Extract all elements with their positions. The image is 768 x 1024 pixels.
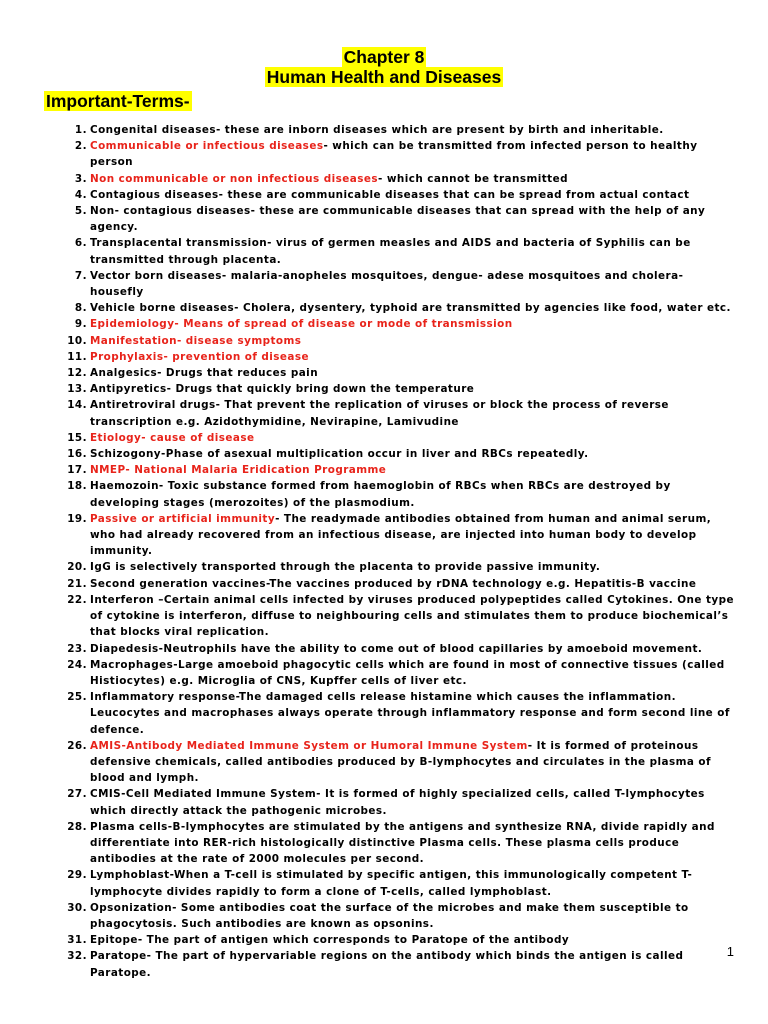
term-text: Epitope- The part of antigen which corresponds to Paratope of the antibody: [90, 934, 570, 947]
term-item: [60, 349, 740, 365]
term-number: 24.: [67, 658, 87, 671]
term-text: Diapedesis-Neutrophils have the ability to come out of blood capillaries by amoeboid movement.: [90, 642, 703, 655]
term-item: [60, 381, 740, 397]
term-number: 32.: [67, 950, 87, 963]
term-number: 17.: [67, 464, 87, 477]
term-number: 5.: [74, 205, 87, 218]
term-number: 2.: [74, 140, 87, 153]
term-number: 31.: [67, 934, 87, 947]
term-text: Analgesics- Drugs that reduces pain: [90, 367, 319, 380]
term-item: [60, 738, 740, 787]
term-number: 27.: [67, 788, 87, 801]
term-text: Macrophages-Large amoeboid phagocytic cells which are found in most of connective tissues (called Histiocytes) e.g. Microglia of CNS, Kupffer cells of liver etc.: [90, 658, 725, 687]
term-highlighted: Passive or artificial immunity: [90, 512, 276, 525]
term-number: 10.: [67, 334, 87, 347]
term-text: Haemozoin- Toxic substance formed from haemoglobin of RBCs when RBCs are destroyed by developing stages (merozoites) of the plasmodium.: [90, 480, 671, 509]
term-number: 28.: [67, 820, 87, 833]
term-number: 14.: [67, 399, 87, 412]
term-item: [60, 867, 740, 899]
term-item: [60, 235, 740, 267]
term-text: - It is formed of proteinous defensive chemicals, called antibodies produced by B-lymphocytes and circulates in the plasma of blood and lymph.: [90, 739, 711, 785]
term-highlighted: Prophylaxis- prevention of disease: [90, 350, 309, 363]
term-item: [60, 786, 740, 818]
term-number: 25.: [67, 691, 87, 704]
term-highlighted: Etiology- cause of disease: [90, 431, 255, 444]
term-number: 12.: [67, 367, 87, 380]
term-item: [60, 138, 740, 170]
term-item: [60, 932, 740, 948]
term-text: Non- contagious diseases- these are communicable diseases that can spread with the help of any agency.: [90, 205, 706, 234]
term-item: [60, 187, 740, 203]
term-number: 3.: [74, 172, 87, 185]
term-text: Congenital diseases- these are inborn diseases which are present by birth and inheritable.: [90, 124, 664, 136]
term-text: Interferon –Certain animal cells infected by viruses produced polypeptides called Cytokines. One type of cytokine is interferon, diffuse to neighbouring cells and stimulates them to produce biochemical’s that blocks viral replication.: [90, 593, 734, 639]
term-text: Contagious diseases- these are communicable diseases that can be spread from actual contact: [90, 188, 690, 201]
term-number: 16.: [67, 448, 87, 461]
term-item: [60, 641, 740, 657]
term-number: 15.: [67, 431, 87, 444]
page-number: 1: [726, 944, 734, 959]
term-text: Transplacental transmission- virus of germen measles and AIDS and bacteria of Syphilis can be transmitted through placenta.: [90, 237, 691, 266]
term-text: Plasma cells-B-lymphocytes are stimulated by the antigens and synthesize RNA, divide rapidly and differentiate into RER-rich histologically distinctive Plasma cells. These plasma cells produce antibodies at the rate of 2000 molecules per second.: [90, 820, 715, 866]
term-highlighted: Manifestation- disease symptoms: [90, 334, 302, 347]
term-highlighted: Communicable or infectious diseases: [90, 140, 324, 153]
term-item: [60, 397, 740, 429]
term-text: CMIS-Cell Mediated Immune System- It is formed of highly specialized cells, called T-lymphocytes which directly attack the pathogenic microbes.: [90, 788, 705, 817]
term-text: Lymphoblast-When a T-cell is stimulated by specific antigen, this immunologically competent T-lymphocyte divides rapidly to form a clone of T-cells, called lymphoblast.: [90, 869, 693, 898]
term-item: [60, 819, 740, 868]
term-item: [60, 478, 740, 510]
term-number: 29.: [67, 869, 87, 882]
term-item: [60, 592, 740, 641]
term-text: - The readymade antibodies obtained from human and animal serum, who had already recovered from an infectious disease, are injected into human body to develop immunity.: [90, 512, 712, 558]
term-number: 8.: [74, 302, 87, 315]
term-text: Opsonization- Some antibodies coat the surface of the microbes and make them susceptible to phagocytosis. Such antibodies are known as opsonins.: [90, 901, 689, 930]
term-item: [60, 462, 740, 478]
term-item: [60, 171, 740, 187]
term-number: 23.: [67, 642, 87, 655]
term-item: [60, 430, 740, 446]
term-item: [60, 446, 740, 462]
chapter-subtitle: Human Health and Diseases: [266, 67, 502, 87]
term-number: 11.: [67, 350, 87, 363]
term-number: 20.: [67, 561, 87, 574]
section-heading-text: Important-Terms-: [46, 91, 190, 111]
term-item: [60, 511, 740, 560]
term-highlighted: Epidemiology- Means of spread of disease or mode of transmission: [90, 318, 513, 331]
term-text: Paratope- The part of hypervariable regions on the antibody which binds the antigen is called Paratope.: [90, 950, 684, 979]
term-item: [60, 900, 740, 932]
term-number: 7.: [74, 269, 87, 282]
term-item: [60, 559, 740, 575]
term-number: 21.: [67, 577, 87, 590]
term-highlighted: NMEP- National Malaria Eridication Programme: [90, 464, 387, 477]
title-block: [0, 0, 768, 87]
term-number: 22.: [67, 593, 87, 606]
term-number: 19.: [67, 512, 87, 525]
chapter-title: Chapter 8: [343, 47, 425, 67]
term-item: [60, 300, 740, 316]
term-item: [60, 122, 740, 138]
term-text: Antiretroviral drugs- That prevent the replication of viruses or block the process of reverse transcription e.g. Azidothymidine, Nevirapine, Lamivudine: [90, 399, 669, 428]
term-item: [60, 333, 740, 349]
term-item: [60, 948, 740, 980]
term-number: 6.: [74, 237, 87, 250]
term-item: [60, 203, 740, 235]
term-item: [60, 576, 740, 592]
term-text: Schizogony-Phase of asexual multiplication occur in liver and RBCs repeatedly.: [90, 448, 589, 461]
term-text: - which can be transmitted from infected person to healthy person: [90, 140, 698, 169]
terms-list: [60, 122, 740, 981]
term-item: [60, 689, 740, 738]
term-number: 13.: [67, 383, 87, 396]
term-number: 30.: [67, 901, 87, 914]
term-number: 26.: [67, 739, 87, 752]
section-heading: [44, 90, 192, 112]
term-item: [60, 268, 740, 300]
term-number: 18.: [67, 480, 87, 493]
term-text: Antipyretics- Drugs that quickly bring down the temperature: [90, 383, 475, 396]
term-item: [60, 365, 740, 381]
term-text: Vector born diseases- malaria-anopheles mosquitoes, dengue- adese mosquitoes and cholera- housefly: [90, 269, 684, 299]
term-highlighted: AMIS-Antibody Mediated Immune System or Humoral Immune System: [90, 739, 528, 752]
term-item: [60, 316, 740, 332]
term-number: 1.: [74, 124, 87, 136]
term-text: Second generation vaccines-The vaccines produced by rDNA technology e.g. Hepatitis-B vaccine: [90, 577, 697, 590]
term-number: 9.: [74, 318, 87, 331]
term-text: IgG is selectively transported through the placenta to provide passive immunity.: [90, 561, 601, 574]
term-text: - which cannot be transmitted: [377, 172, 568, 185]
term-text: Vehicle borne diseases- Cholera, dysentery, typhoid are transmitted by agencies like food, water etc.: [90, 302, 731, 315]
term-text: Inflammatory response-The damaged cells release histamine which causes the inflammation. Leucocytes and macrophases always operate through inflammatory response and form second line of defence.: [90, 691, 730, 736]
term-highlighted: Non communicable or non infectious diseases: [90, 172, 378, 185]
term-number: 4.: [74, 188, 87, 201]
term-item: [60, 657, 740, 689]
